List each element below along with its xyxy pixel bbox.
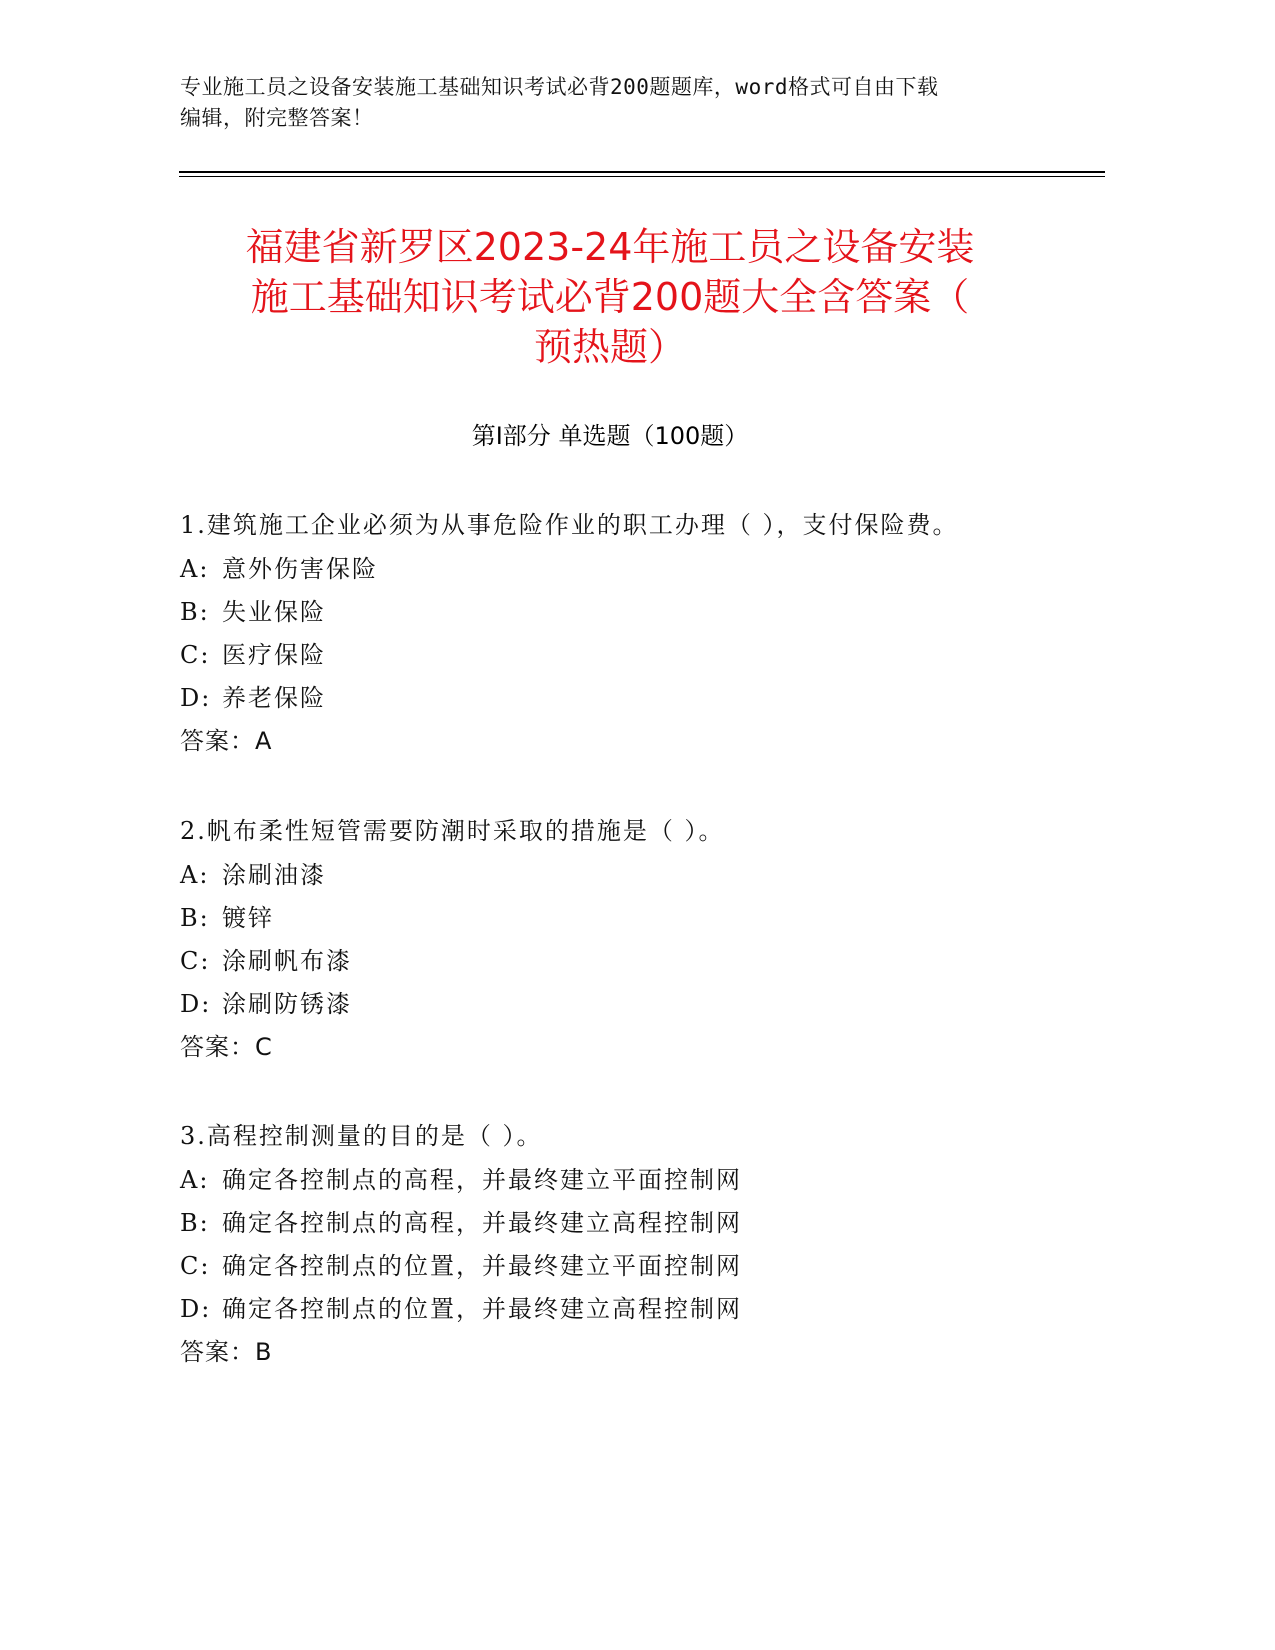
- option-text: 意外伤害保险: [222, 555, 378, 583]
- option-text: 确定各控制点的高程，并最终建立高程控制网: [222, 1209, 742, 1237]
- option-key: A:: [180, 1166, 210, 1194]
- document-title-line1: 福建省新罗区2023-24年施工员之设备安装: [245, 225, 975, 269]
- option-key: A:: [180, 861, 210, 889]
- answer: 答案：A: [180, 727, 273, 755]
- question-stem: 2.帆布柔性短管需要防潮时采取的措施是（ ）。: [180, 817, 725, 845]
- header-note-line1: 专业施工员之设备安装施工基础知识考试必背200题题库，word格式可自由下载: [180, 75, 939, 99]
- question-1: [180, 507, 1060, 766]
- option-d: [180, 1291, 1060, 1334]
- question-2: [180, 813, 1060, 1072]
- option-text: 镀锌: [222, 904, 274, 932]
- section-title: 第Ⅰ部分 单选题（100题）: [471, 422, 749, 450]
- option-text: 涂刷防锈漆: [222, 990, 352, 1018]
- option-key: C:: [180, 947, 211, 975]
- option-a: [180, 1162, 1060, 1205]
- option-key: C:: [180, 1252, 211, 1280]
- document-title: [180, 222, 1040, 372]
- option-a: [180, 551, 1060, 594]
- option-text: 涂刷油漆: [222, 861, 326, 889]
- option-b: [180, 594, 1060, 637]
- option-key: D:: [180, 1295, 212, 1323]
- question-stem: 1.建筑施工企业必须为从事危险作业的职工办理（ ），支付保险费。: [180, 511, 959, 539]
- header-note-line2: 编辑，附完整答案！: [180, 106, 374, 130]
- option-d: [180, 986, 1060, 1029]
- option-text: 涂刷帆布漆: [222, 947, 352, 975]
- option-d: [180, 680, 1060, 723]
- option-key: B:: [180, 1209, 210, 1237]
- header-rule-thin: [179, 176, 1105, 177]
- option-text: 养老保险: [222, 684, 326, 712]
- option-c: [180, 1248, 1060, 1291]
- document-title-line3: 预热题）: [533, 325, 686, 369]
- answer: 答案：B: [180, 1338, 273, 1366]
- option-key: D:: [180, 684, 212, 712]
- option-text: 确定各控制点的位置，并最终建立高程控制网: [222, 1295, 742, 1323]
- option-b: [180, 1205, 1060, 1248]
- document-title-line2: 施工基础知识考试必背200题大全含答案（: [250, 275, 970, 319]
- option-key: A:: [180, 555, 210, 583]
- header-rule-thick: [179, 171, 1105, 173]
- option-key: D:: [180, 990, 212, 1018]
- option-c: [180, 637, 1060, 680]
- option-text: 失业保险: [222, 598, 326, 626]
- answer: 答案：C: [180, 1033, 273, 1061]
- header-note: [180, 72, 1040, 134]
- option-text: 医疗保险: [222, 641, 326, 669]
- option-text: 确定各控制点的位置，并最终建立平面控制网: [222, 1252, 742, 1280]
- option-key: C:: [180, 641, 211, 669]
- question-3: [180, 1118, 1060, 1377]
- option-key: B:: [180, 904, 210, 932]
- option-a: [180, 857, 1060, 900]
- option-c: [180, 943, 1060, 986]
- option-text: 确定各控制点的高程，并最终建立平面控制网: [222, 1166, 742, 1194]
- option-b: [180, 900, 1060, 943]
- question-stem: 3.高程控制测量的目的是（ ）。: [180, 1122, 543, 1150]
- option-key: B:: [180, 598, 210, 626]
